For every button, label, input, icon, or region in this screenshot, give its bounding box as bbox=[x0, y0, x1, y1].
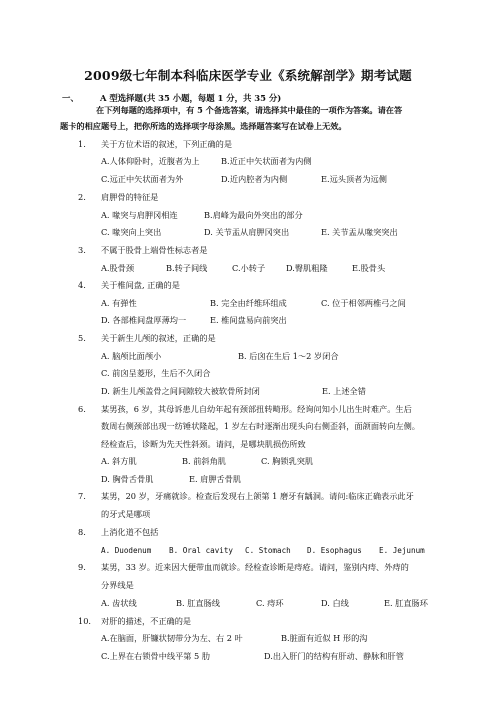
option: A. 有弹性 bbox=[101, 298, 137, 308]
question-stem-continued: 经检查后，诊断为先天性斜颈。请问，是哪块肌损伤所致 bbox=[101, 439, 306, 449]
question-number: 2. bbox=[78, 192, 86, 202]
option: C. 胸锁乳突肌 bbox=[261, 456, 314, 466]
option: B.近正中矢状面者为内侧 bbox=[221, 156, 312, 166]
option: D.出入肝门的结构有肝动、静脉和肝管 bbox=[264, 651, 404, 661]
option: D. 白线 bbox=[321, 598, 349, 608]
option: C.小转子 bbox=[232, 263, 266, 273]
question-number: 10. bbox=[78, 616, 92, 626]
question-number: 4. bbox=[78, 280, 86, 290]
option: D. 胸骨舌骨肌 bbox=[101, 474, 154, 484]
question-stem: 某男，33 岁。近来因大便带血而就诊。经检查诊断是痔疮。请问，鉴别内痔、外痔的 bbox=[101, 562, 409, 572]
option: A. 斜方肌 bbox=[101, 456, 137, 466]
question-5 bbox=[78, 333, 216, 344]
option: B. 后囟在生后 1～2 岁闭合 bbox=[238, 351, 339, 361]
section-number: 一、 bbox=[62, 93, 79, 103]
question-stem-continued: 的牙式是哪项 bbox=[101, 509, 151, 519]
option: D. Esophagus bbox=[307, 546, 362, 555]
option: A. 脑颅比面颅小 bbox=[101, 351, 162, 361]
option: B.转子间线 bbox=[166, 263, 208, 273]
option: A. 齿状线 bbox=[101, 598, 137, 608]
option: C. 前囟呈菱形，生后不久闭合 bbox=[101, 368, 211, 378]
question-number: 8. bbox=[78, 527, 86, 537]
question-7 bbox=[78, 491, 414, 502]
option: B. 肛直肠线 bbox=[176, 598, 220, 608]
option: C. 痔环 bbox=[256, 598, 284, 608]
option: C.上界在右锁骨中线平第 5 肋 bbox=[101, 651, 211, 661]
question-6 bbox=[78, 404, 412, 415]
question-stem: 对肝的描述，不正确的是 bbox=[101, 616, 192, 626]
question-stem-continued: 数周右侧颈部出现一纺锤状隆起，1 岁左右时逐渐出现头向右侧歪斜，面颌面转向左侧。 bbox=[101, 421, 420, 431]
question-number: 6. bbox=[78, 404, 86, 414]
question-stem: 关于新生儿颅的叙述，正确的是 bbox=[101, 333, 216, 343]
option: A.在脑面，肝镰状韧带分为左、右 2 叶 bbox=[101, 633, 243, 643]
option: E.远头顶者为远侧 bbox=[321, 174, 387, 184]
question-stem: 某男孩，6 岁，其母诉患儿自幼年起有颈部扭转畸形。经询问知小儿出生时难产。生后 bbox=[101, 404, 412, 414]
option: E. 肛直肠环 bbox=[384, 598, 428, 608]
option: A. 喙突与肩胛冈相连 bbox=[101, 210, 178, 220]
option: D. 各部椎间盘厚薄均一 bbox=[101, 315, 187, 325]
option: D. 新生儿颅盖骨之间间隙较大被软骨所封闭 bbox=[101, 386, 260, 396]
question-number: 9. bbox=[78, 562, 86, 572]
instruction-line: 题卡的相应题号上，把你所选的选择项字母涂黑。选择题答案写在试卷上无效。 bbox=[60, 121, 347, 131]
option: B.肩峰为最向外突出的部分 bbox=[204, 210, 303, 220]
question-10 bbox=[78, 616, 191, 627]
question-1 bbox=[78, 139, 232, 150]
question-2 bbox=[78, 192, 158, 203]
question-9 bbox=[78, 562, 409, 573]
option: C. Stomach bbox=[245, 546, 291, 555]
question-number: 5. bbox=[78, 333, 86, 343]
instructions bbox=[60, 102, 448, 134]
option: A.股骨颈 bbox=[101, 263, 135, 273]
option: D.臀肌粗隆 bbox=[286, 263, 328, 273]
option: E. 关节盂从喙突突出 bbox=[321, 227, 398, 237]
option: B. Oral cavity bbox=[169, 546, 234, 555]
question-3 bbox=[78, 245, 207, 256]
question-stem: 不属于股骨上端骨性标志者是 bbox=[101, 245, 208, 255]
exam-title: 2009级七年制本科临床医学专业《系统解剖学》期考试题 bbox=[84, 68, 412, 83]
option: B.脏面有近似 H 形的沟 bbox=[281, 633, 368, 643]
option: C. 位于相邻两椎弓之间 bbox=[321, 298, 406, 308]
question-stem: 上消化道不包括 bbox=[101, 527, 159, 537]
question-number: 3. bbox=[78, 245, 86, 255]
instruction-line: 在下列每题的选择项中，有 5 个备选答案，请选择其中最佳的一项作为答案。请在答 bbox=[96, 105, 403, 115]
option: D.近内腔者为内侧 bbox=[221, 174, 288, 184]
option: B. 完全由纤维环组成 bbox=[210, 298, 287, 308]
question-number: 7. bbox=[78, 491, 86, 501]
question-stem-continued: 分界线是 bbox=[101, 580, 134, 590]
question-stem: 某男，20 岁，牙痛就诊。检查后发现右上颌第 1 磨牙有龋洞。请问:临床正确表示此牙 bbox=[101, 491, 414, 501]
option: E. 椎间盘易向前突出 bbox=[210, 315, 287, 325]
option: E.股骨头 bbox=[352, 263, 386, 273]
question-4 bbox=[78, 280, 180, 291]
question-8 bbox=[78, 527, 158, 538]
option: A. Duodenum bbox=[101, 546, 152, 555]
option: E. 肩胛舌骨肌 bbox=[189, 474, 242, 484]
option: E. 上述全错 bbox=[322, 386, 366, 396]
option: B. 前斜角肌 bbox=[182, 456, 226, 466]
question-stem: 关于椎间盘, 正确的是 bbox=[101, 280, 180, 290]
question-stem: 肩胛骨的特征是 bbox=[101, 192, 159, 202]
section-title: A 型选择题(共 35 小题，每题 1 分，共 35 分) bbox=[100, 93, 282, 103]
question-stem: 关于方位术语的叙述，下列正确的是 bbox=[101, 139, 233, 149]
option: C. 喙突向上突出 bbox=[101, 227, 162, 237]
option: A.人体仰卧时，近腹者为上 bbox=[101, 156, 200, 166]
option: C.远正中矢状面者为外 bbox=[101, 174, 184, 184]
question-number: 1. bbox=[78, 139, 86, 149]
option: E. Jejunum bbox=[379, 546, 425, 555]
option: D. 关节盂从肩胛冈突出 bbox=[204, 227, 290, 237]
